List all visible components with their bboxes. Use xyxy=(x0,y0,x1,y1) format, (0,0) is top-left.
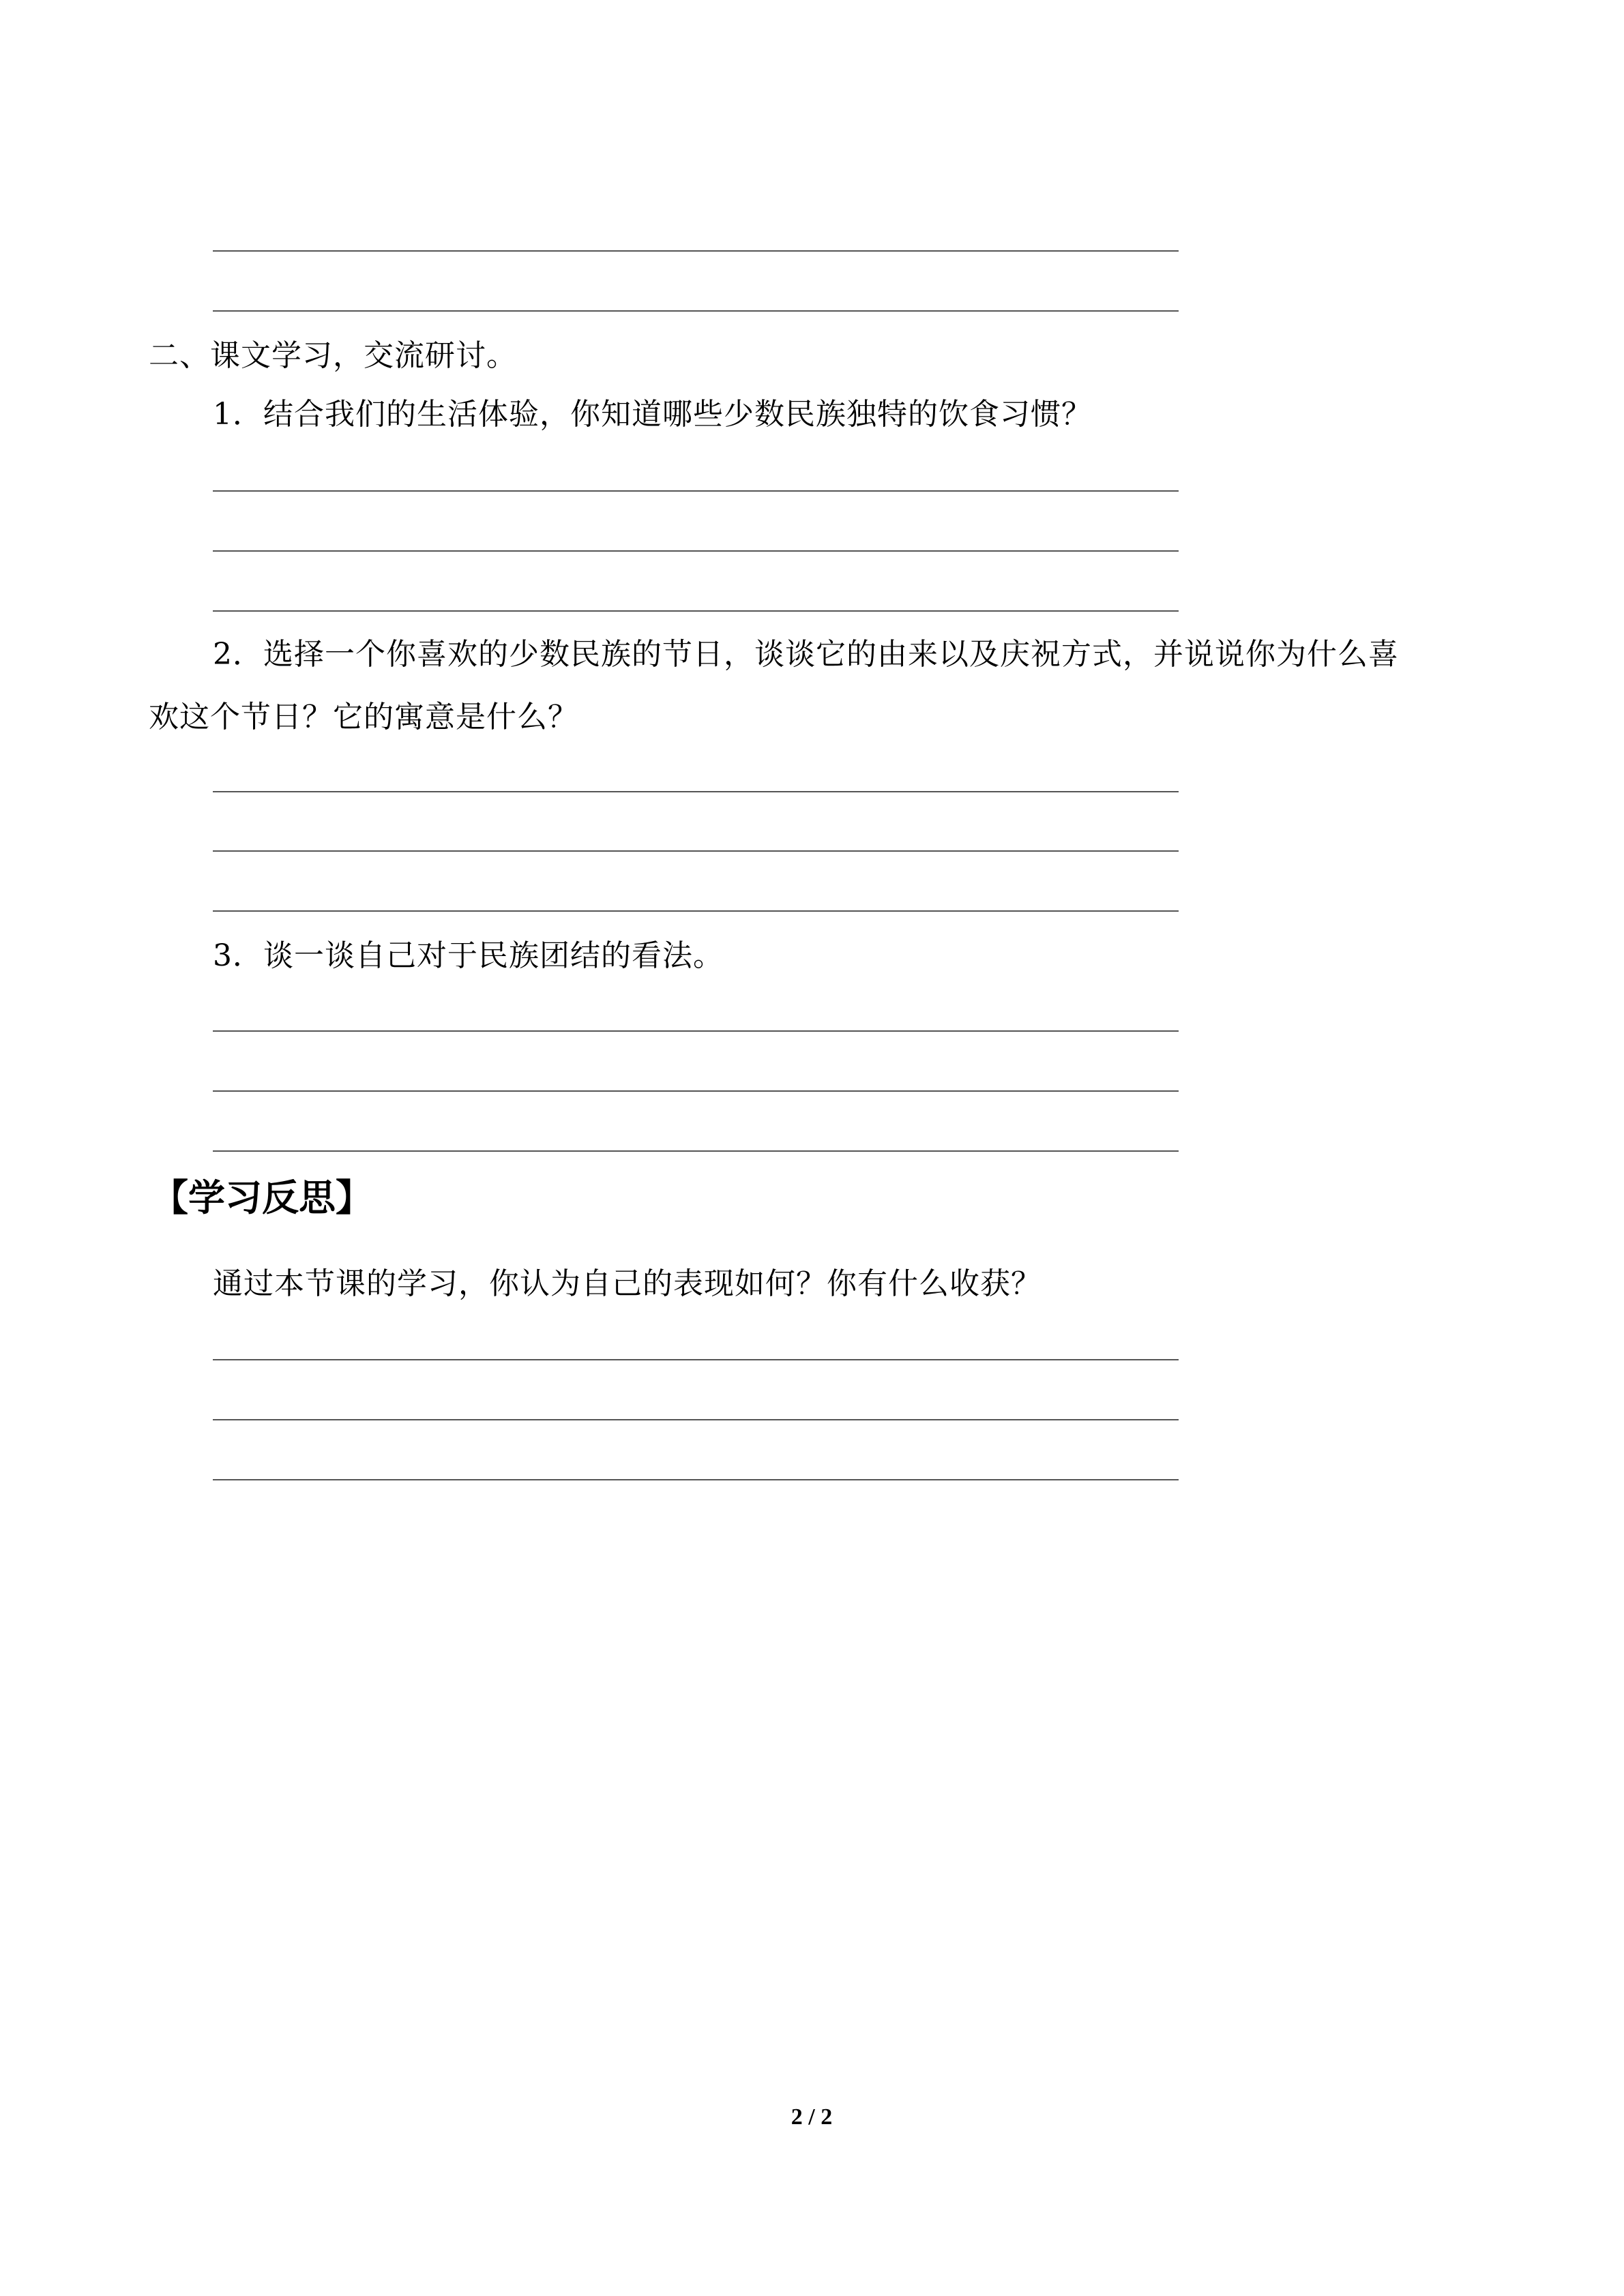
answer-line xyxy=(213,791,1179,792)
answer-line xyxy=(213,1479,1179,1480)
answer-line xyxy=(213,1419,1179,1420)
question-3: 3．谈一谈自己对于民族团结的看法。 xyxy=(213,938,724,973)
answer-line xyxy=(213,1090,1179,1092)
answer-line xyxy=(213,1150,1179,1152)
answer-line xyxy=(213,550,1179,552)
reflection-heading: 【学习反思】 xyxy=(151,1176,372,1219)
answer-line xyxy=(213,610,1179,612)
question-2-line-1: 2．选择一个你喜欢的少数民族的节日，谈谈它的由来以及庆祝方式，并说说你为什么喜 xyxy=(213,637,1399,672)
section-two-heading: 二、课文学习，交流研讨。 xyxy=(149,338,517,373)
page-number: 2 / 2 xyxy=(791,2104,833,2130)
answer-line xyxy=(213,250,1179,252)
answer-line xyxy=(213,910,1179,912)
question-1: 1．结合我们的生活体验，你知道哪些少数民族独特的饮食习惯？ xyxy=(213,397,1092,432)
answer-line xyxy=(213,310,1179,312)
question-2-line-2: 欢这个节日？它的寓意是什么？ xyxy=(149,700,578,734)
answer-line xyxy=(213,1030,1179,1032)
answer-line xyxy=(213,490,1179,492)
reflection-prompt: 通过本节课的学习，你认为自己的表现如何？你有什么收获？ xyxy=(213,1266,1042,1301)
answer-line xyxy=(213,850,1179,852)
answer-line xyxy=(213,1359,1179,1360)
